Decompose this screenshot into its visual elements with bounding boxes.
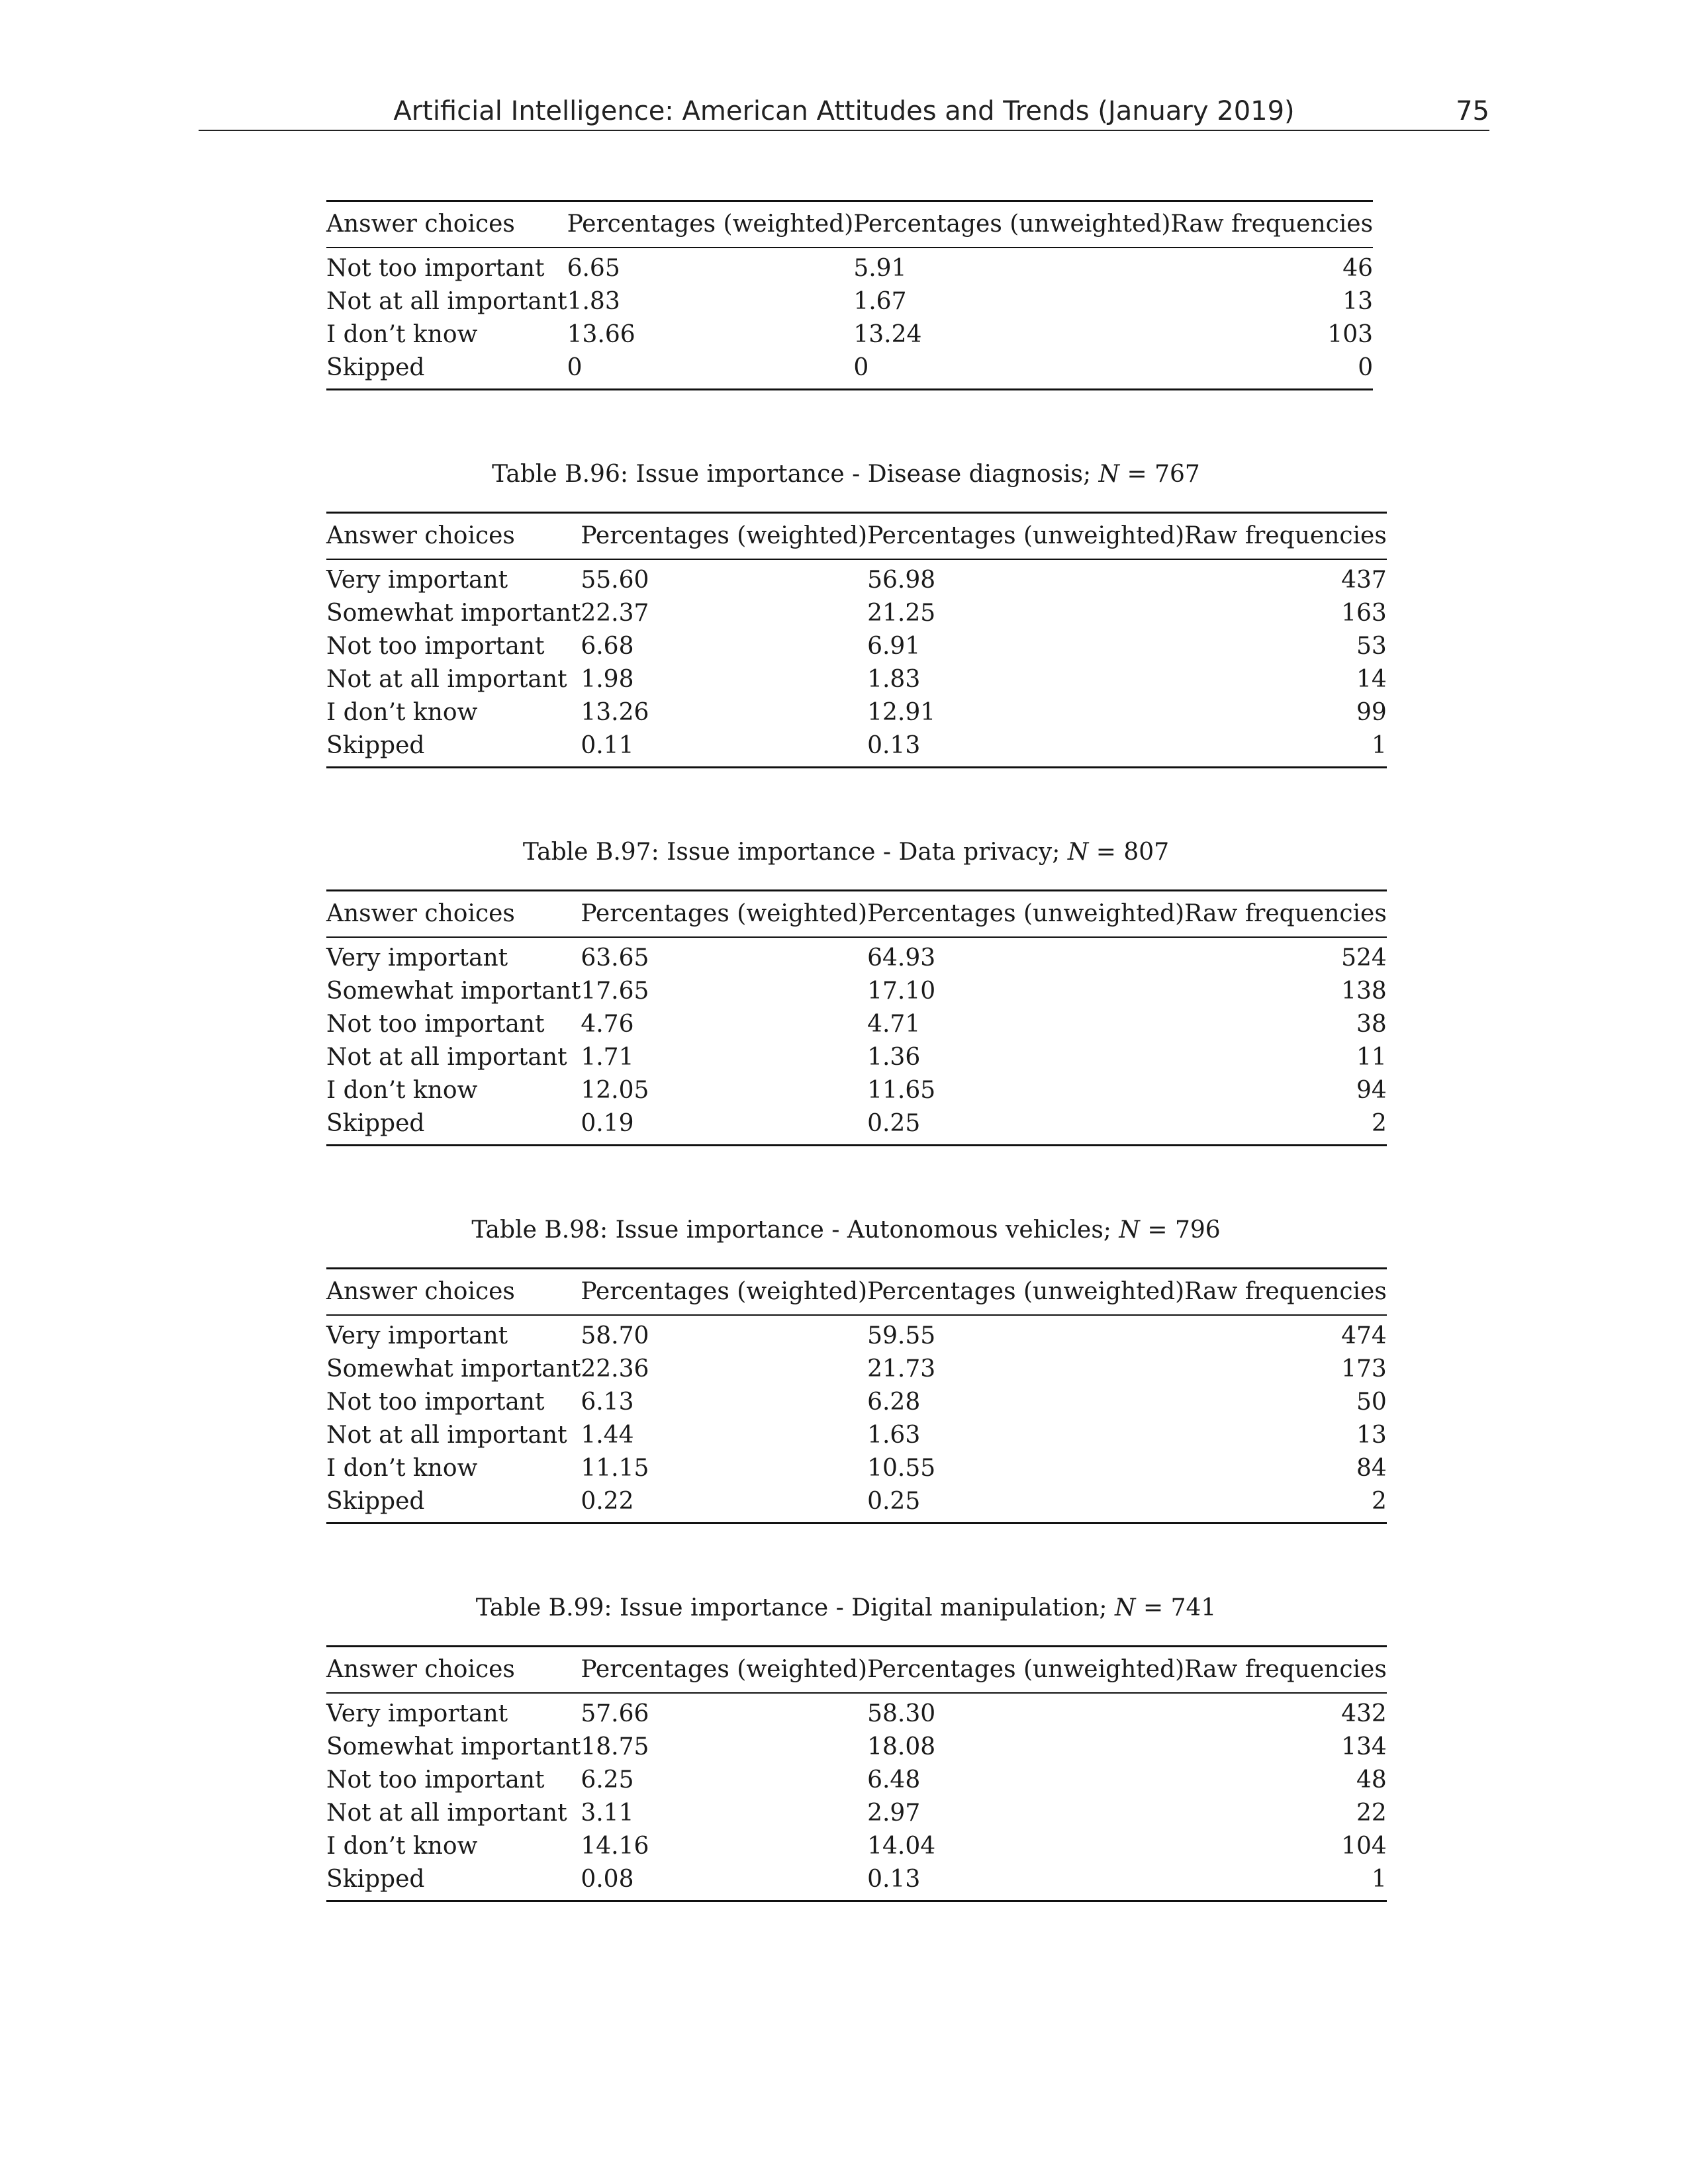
table-cell: 3.11: [581, 1799, 634, 1827]
table-row: [326, 1452, 1387, 1485]
table-cell: 14.16: [581, 1833, 649, 1860]
table-cell: 55.60: [581, 567, 649, 594]
caption-text: Table B.99: Issue importance - Digital manipulation;: [475, 1594, 1107, 1621]
column-header: Percentages (unweighted): [867, 891, 1184, 938]
table-cell: 12.91: [867, 699, 936, 726]
table-cell: Not too important: [326, 1766, 545, 1794]
table-row: [326, 1797, 1387, 1830]
column-header: Percentages (unweighted): [867, 1647, 1184, 1694]
table-row: [326, 1731, 1387, 1764]
page-number: 75: [1456, 96, 1489, 126]
table-row: [326, 559, 1387, 597]
table-cell: 14.04: [867, 1833, 936, 1860]
table-block: [326, 836, 1387, 1146]
table-row: [326, 696, 1387, 729]
table-cell: Not too important: [326, 255, 545, 282]
table-cell: Not at all important: [326, 1044, 567, 1071]
table-cell: 38: [1356, 1011, 1387, 1038]
table-cell: 173: [1341, 1355, 1387, 1383]
table-row: [326, 937, 1387, 975]
table-cell: Not at all important: [326, 288, 567, 315]
table-row: [326, 1074, 1387, 1107]
data-table: [326, 889, 1387, 1146]
column-header: Percentages (unweighted): [867, 513, 1184, 560]
table-cell: 1.36: [867, 1044, 921, 1071]
table-caption: [326, 458, 1366, 491]
table-header-row: [326, 513, 1387, 560]
table-cell: 524: [1341, 944, 1387, 972]
caption-n-value: = 741: [1143, 1594, 1217, 1621]
table-header-row: [326, 1647, 1387, 1694]
table-cell: 18.08: [867, 1733, 936, 1760]
column-header: Percentages (weighted): [581, 1647, 867, 1694]
table-cell: Somewhat important: [326, 1355, 581, 1383]
table-row: [326, 729, 1387, 768]
table-cell: 437: [1341, 567, 1387, 594]
table-cell: 6.91: [867, 633, 921, 660]
table-cell: 5.91: [853, 255, 907, 282]
table-cell: 0.08: [581, 1866, 634, 1893]
caption-text: Table B.96: Issue importance - Disease diagnosis;: [492, 461, 1092, 488]
table-cell: Not at all important: [326, 1422, 567, 1449]
table-cell: 57.66: [581, 1700, 649, 1727]
table-cell: 0.19: [581, 1110, 634, 1137]
table-cell: Very important: [326, 1700, 508, 1727]
column-header: Raw frequencies: [1170, 201, 1373, 248]
column-header: Percentages (weighted): [581, 891, 867, 938]
table-cell: I don’t know: [326, 1455, 478, 1482]
table-cell: 138: [1341, 978, 1387, 1005]
caption-n-label: N: [1119, 1216, 1140, 1244]
table-cell: 22.37: [581, 600, 649, 627]
column-header: Raw frequencies: [1184, 513, 1387, 560]
table-cell: 14: [1356, 666, 1387, 693]
table-row: [326, 351, 1373, 390]
table-row: [326, 1041, 1387, 1074]
table-cell: 0: [1358, 354, 1374, 381]
table-cell: 0.22: [581, 1488, 634, 1515]
table-cell: Skipped: [326, 1488, 425, 1515]
table-cell: 58.30: [867, 1700, 936, 1727]
table-cell: 13.24: [853, 321, 922, 348]
table-cell: 10.55: [867, 1455, 936, 1482]
table-cell: 94: [1356, 1077, 1387, 1104]
table-row: [326, 630, 1387, 663]
table-cell: Not too important: [326, 633, 545, 660]
table-cell: 21.25: [867, 600, 936, 627]
table-block: [326, 200, 1374, 390]
table-cell: 64.93: [867, 944, 936, 972]
caption-n-value: = 796: [1147, 1216, 1221, 1244]
table-caption: [326, 1592, 1366, 1625]
data-table: [326, 1267, 1387, 1524]
table-cell: 53: [1356, 633, 1387, 660]
table-cell: 1.67: [853, 288, 907, 315]
table-cell: 2: [1371, 1488, 1387, 1515]
table-cell: 11: [1356, 1044, 1387, 1071]
table-cell: 6.13: [581, 1388, 634, 1416]
table-cell: Somewhat important: [326, 600, 581, 627]
table-caption: [326, 1214, 1366, 1247]
column-header: Percentages (weighted): [567, 201, 854, 248]
table-gap: [326, 390, 1366, 458]
table-cell: 163: [1341, 600, 1387, 627]
column-header: Answer choices: [326, 1647, 581, 1694]
tables-container: [326, 200, 1387, 1902]
table-row: [326, 318, 1373, 351]
table-cell: Very important: [326, 944, 508, 972]
data-table: [326, 1645, 1387, 1902]
caption-text: Table B.98: Issue importance - Autonomous vehicles;: [471, 1216, 1111, 1244]
table-cell: 59.55: [867, 1322, 936, 1349]
column-header: Raw frequencies: [1184, 1647, 1387, 1694]
caption-n-label: N: [1067, 839, 1089, 866]
table-cell: 58.70: [581, 1322, 649, 1349]
table-row: [326, 1419, 1387, 1452]
table-row: [326, 1107, 1387, 1146]
table-cell: 432: [1341, 1700, 1387, 1727]
table-cell: Not at all important: [326, 1799, 567, 1827]
table-block: [326, 1592, 1387, 1902]
table-cell: 0.13: [867, 732, 921, 759]
table-cell: 12.05: [581, 1077, 649, 1104]
table-cell: 46: [1342, 255, 1374, 282]
caption-n-value: = 767: [1127, 461, 1200, 488]
table-cell: 17.10: [867, 978, 936, 1005]
table-cell: Skipped: [326, 1110, 425, 1137]
table-cell: 1: [1371, 1866, 1387, 1893]
column-header: Percentages (weighted): [581, 1269, 867, 1316]
table-cell: 18.75: [581, 1733, 649, 1760]
caption-text: Table B.97: Issue importance - Data privacy;: [522, 839, 1060, 866]
table-cell: 0.11: [581, 732, 634, 759]
column-header: Percentages (unweighted): [867, 1269, 1184, 1316]
table-cell: 50: [1356, 1388, 1387, 1416]
table-cell: 22.36: [581, 1355, 649, 1383]
table-cell: 6.68: [581, 633, 634, 660]
table-row: [326, 1008, 1387, 1041]
table-cell: 1.63: [867, 1422, 921, 1449]
table-cell: Very important: [326, 1322, 508, 1349]
table-cell: Not at all important: [326, 666, 567, 693]
table-cell: 1.83: [567, 288, 620, 315]
table-cell: 17.65: [581, 978, 649, 1005]
table-cell: 6.65: [567, 255, 620, 282]
table-row: [326, 248, 1373, 285]
table-cell: 11.65: [867, 1077, 936, 1104]
table-cell: 104: [1341, 1833, 1387, 1860]
table-row: [326, 663, 1387, 696]
table-cell: Not too important: [326, 1011, 545, 1038]
table-cell: 1: [1371, 732, 1387, 759]
table-cell: I don’t know: [326, 1077, 478, 1104]
table-cell: 0.13: [867, 1866, 921, 1893]
column-header: Answer choices: [326, 891, 581, 938]
running-title: Artificial Intelligence: American Attitudes and Trends (January 2019): [393, 96, 1295, 126]
table-cell: 1.44: [581, 1422, 634, 1449]
table-cell: 1.98: [581, 666, 634, 693]
table-cell: 4.76: [581, 1011, 634, 1038]
table-cell: 0.25: [867, 1488, 921, 1515]
table-cell: 103: [1327, 321, 1374, 348]
table-cell: 134: [1341, 1733, 1387, 1760]
table-gap: [326, 1146, 1366, 1214]
table-cell: 63.65: [581, 944, 649, 972]
table-cell: Very important: [326, 567, 508, 594]
table-gap: [326, 1524, 1366, 1592]
table-row: [326, 975, 1387, 1008]
table-cell: 2.97: [867, 1799, 921, 1827]
table-caption: [326, 836, 1366, 869]
table-cell: 1.83: [867, 666, 921, 693]
column-header: Answer choices: [326, 513, 581, 560]
table-cell: 0: [567, 354, 583, 381]
column-header: Answer choices: [326, 1269, 581, 1316]
table-row: [326, 1830, 1387, 1863]
table-row: [326, 1386, 1387, 1419]
table-cell: I don’t know: [326, 699, 478, 726]
table-cell: Somewhat important: [326, 978, 581, 1005]
table-cell: 6.28: [867, 1388, 921, 1416]
caption-n-label: N: [1115, 1594, 1136, 1621]
table-row: [326, 1485, 1387, 1524]
data-table: [326, 200, 1373, 390]
table-cell: 11.15: [581, 1455, 649, 1482]
table-cell: 48: [1356, 1766, 1387, 1794]
table-cell: 1.71: [581, 1044, 634, 1071]
table-row: [326, 597, 1387, 630]
table-row: [326, 1863, 1387, 1901]
table-block: [326, 1214, 1387, 1524]
table-row: [326, 285, 1373, 318]
table-cell: 56.98: [867, 567, 936, 594]
table-cell: 99: [1356, 699, 1387, 726]
table-cell: 13: [1356, 1422, 1387, 1449]
table-cell: Skipped: [326, 1866, 425, 1893]
table-cell: 0: [853, 354, 869, 381]
table-row: [326, 1693, 1387, 1731]
table-cell: I don’t know: [326, 321, 478, 348]
table-cell: 6.48: [867, 1766, 921, 1794]
table-cell: Somewhat important: [326, 1733, 581, 1760]
table-cell: Skipped: [326, 732, 425, 759]
column-header: Raw frequencies: [1184, 1269, 1387, 1316]
table-block: [326, 458, 1387, 768]
table-cell: I don’t know: [326, 1833, 478, 1860]
table-header-row: [326, 201, 1373, 248]
table-cell: 6.25: [581, 1766, 634, 1794]
column-header: Answer choices: [326, 201, 567, 248]
table-cell: 13: [1342, 288, 1374, 315]
table-cell: 84: [1356, 1455, 1387, 1482]
table-cell: 13.66: [567, 321, 635, 348]
column-header: Percentages (unweighted): [853, 201, 1170, 248]
table-cell: 2: [1371, 1110, 1387, 1137]
table-cell: 21.73: [867, 1355, 936, 1383]
table-cell: Skipped: [326, 354, 425, 381]
data-table: [326, 512, 1387, 768]
table-row: [326, 1353, 1387, 1386]
table-cell: 22: [1356, 1799, 1387, 1827]
column-header: Percentages (weighted): [581, 513, 867, 560]
table-cell: 0.25: [867, 1110, 921, 1137]
table-cell: 474: [1341, 1322, 1387, 1349]
caption-n-value: = 807: [1096, 839, 1170, 866]
caption-n-label: N: [1098, 461, 1120, 488]
table-cell: 4.71: [867, 1011, 921, 1038]
table-cell: Not too important: [326, 1388, 545, 1416]
table-cell: 13.26: [581, 699, 649, 726]
table-row: [326, 1764, 1387, 1797]
table-gap: [326, 768, 1366, 836]
table-row: [326, 1315, 1387, 1353]
table-header-row: [326, 891, 1387, 938]
running-header: [199, 91, 1489, 131]
column-header: Raw frequencies: [1184, 891, 1387, 938]
table-header-row: [326, 1269, 1387, 1316]
